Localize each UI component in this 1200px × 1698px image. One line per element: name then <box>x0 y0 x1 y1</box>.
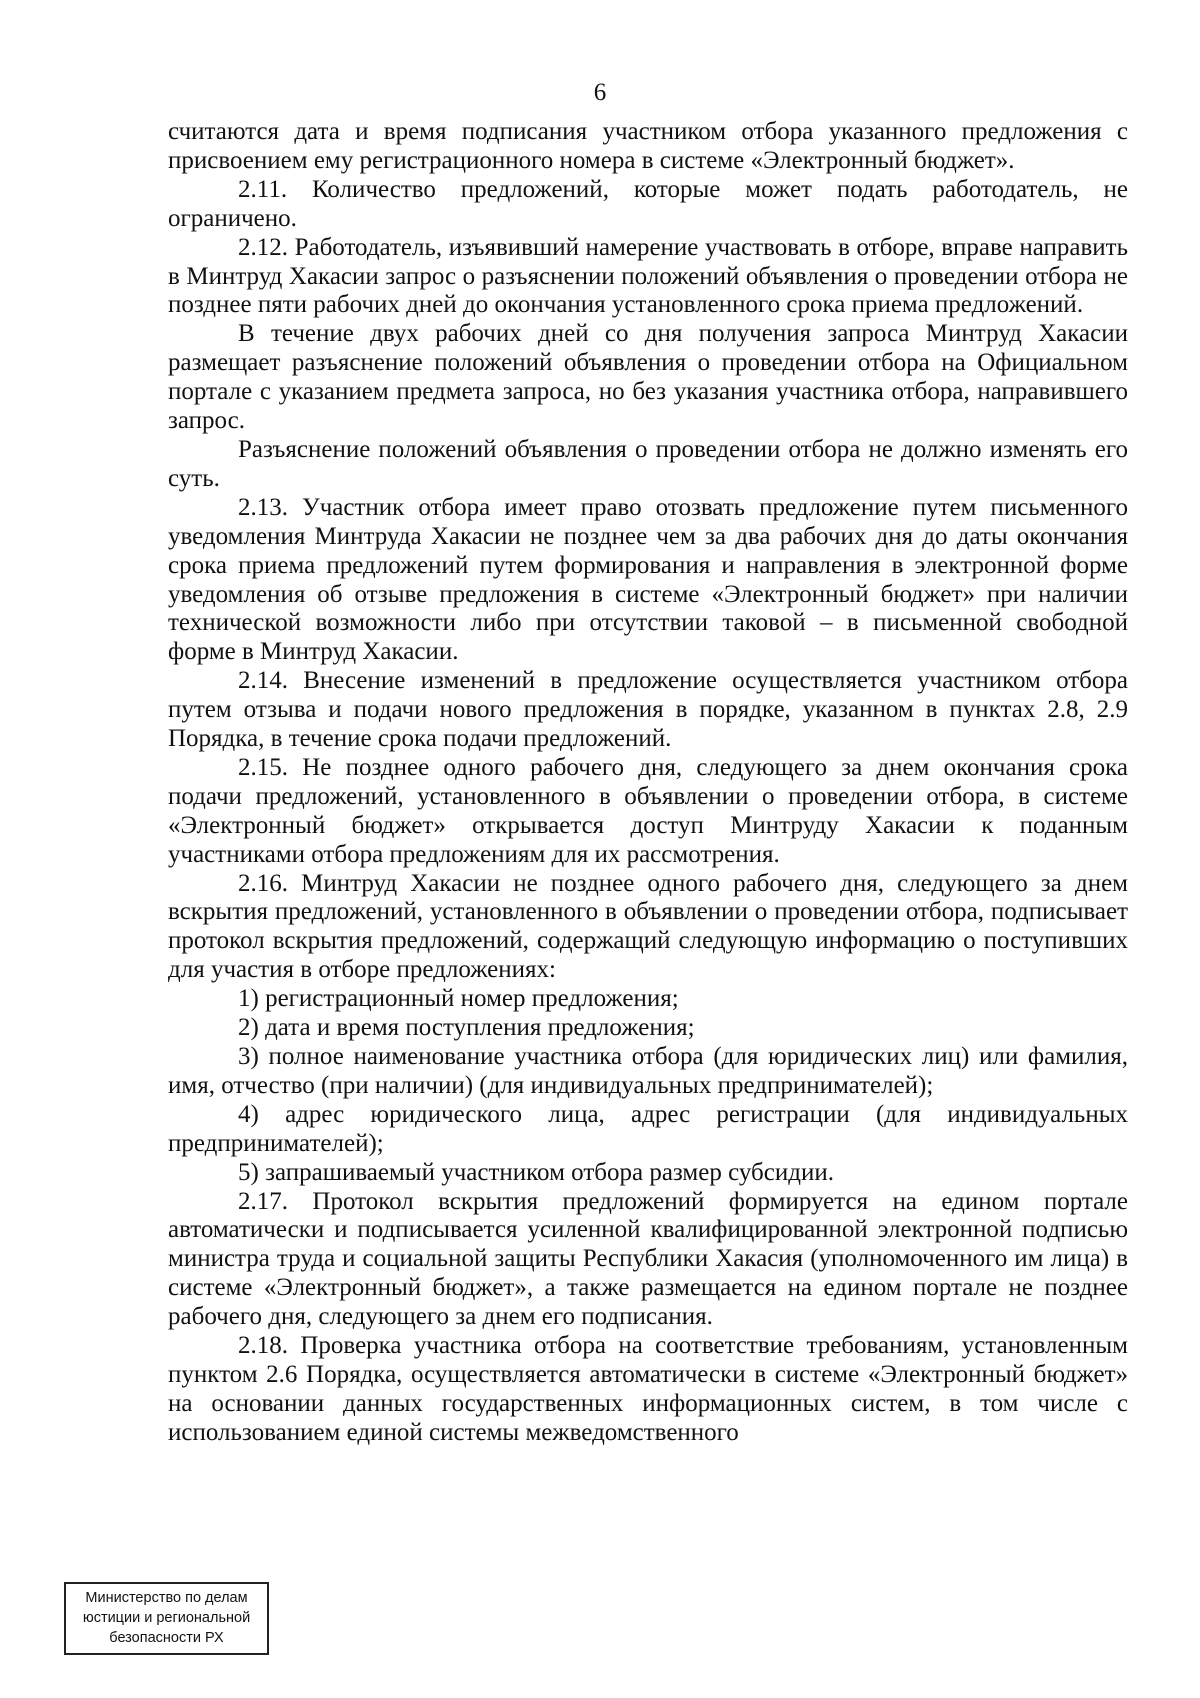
document-body <box>168 118 1128 1448</box>
paragraph-2-13: 2.13. Участник отбора имеет право отозвать предложение путем письменного уведомления Минтруда Хакасии не позднее чем за два рабочих дня до даты окончания срока приема предложений путем формирования и направления в электронной форме уведомления об отзыве предложения в системе «Электронный бюджет» при наличии технической возможности либо при отсутствии таковой – в письменной свободной форме в Минтруд Хакасии. <box>168 493 1128 666</box>
paragraph-2-16: 2.16. Минтруд Хакасии не позднее одного рабочего дня, следующего за днем вскрытия предложений, установленного в объявлении о проведении отбора, подписывает протокол вскрытия предложений, содержащий следующую информацию о поступивших для участия в отборе предложениях: <box>168 869 1128 984</box>
stamp-line-3: безопасности РХ <box>109 1630 224 1646</box>
list-item-3: 3) полное наименование участника отбора (для юридических лиц) или фамилия, имя, отчество (при наличии) (для индивидуальных предпринимателей); <box>168 1043 1128 1099</box>
list-item-1: 1) регистрационный номер предложения; <box>238 985 679 1013</box>
paragraph-2-15: 2.15. Не позднее одного рабочего дня, следующего за днем окончания срока подачи предложений, установленного в объявлении о проведении отбора, в системе «Электронный бюджет» открывается доступ Минтруду Хакасии к поданным участниками отбора предложениям для их рассмотрения. <box>168 753 1128 868</box>
stamp-line-1: Министерство по делам <box>85 1590 248 1606</box>
paragraph-2-12-clarification: В течение двух рабочих дней со дня получения запроса Минтруд Хакасии размещает разъяснение положений объявления о проведении отбора на Официальном портале с указанием предмета запроса, но без указания участника отбора, направившего запрос. <box>168 320 1128 435</box>
list-item-4: 4) адрес юридического лица, адрес регистрации (для индивидуальных предпринимателей); <box>168 1100 1128 1157</box>
paragraph-2-11: 2.11. Количество предложений, которые может подать работодатель, не ограничено. <box>168 175 1128 232</box>
paragraph-continuation: считаются дата и время подписания участником отбора указанного предложения с присвоением ему регистрационного номера в системе «Электронный бюджет». <box>168 118 1128 174</box>
paragraph-2-12: 2.12. Работодатель, изъявивший намерение участвовать в отборе, вправе направить в Минтруд Хакасии запрос о разъяснении положений объявления о проведении отбора не позднее пяти рабочих дней до окончания установленного срока приема предложений. <box>168 233 1128 319</box>
paragraph-2-12-essence: Разъяснение положений объявления о проведении отбора не должно изменять его суть. <box>168 435 1128 492</box>
list-item-2: 2) дата и время поступления предложения; <box>238 1014 695 1042</box>
list-item-5: 5) запрашиваемый участником отбора размер субсидии. <box>238 1158 834 1186</box>
ministry-stamp <box>64 1582 269 1655</box>
page-number: 6 <box>593 79 607 106</box>
paragraph-2-14: 2.14. Внесение изменений в предложение осуществляется участником отбора путем отзыва и подачи нового предложения в порядке, указанном в пунктах 2.8, 2.9 Порядка, в течение срока подачи предложений. <box>168 667 1128 753</box>
stamp-line-2: юстиции и региональной <box>82 1610 251 1626</box>
paragraph-2-18: 2.18. Проверка участника отбора на соответствие требованиям, установленным пунктом 2.6 Порядка, осуществляется автоматически в системе «Электронный бюджет» на основании данных государственных информационных систем, в том числе с использованием единой системы межведомственного <box>168 1332 1128 1446</box>
paragraph-2-17: 2.17. Протокол вскрытия предложений формируется на едином портале автоматически и подписывается усиленной квалифицированной электронной подписью министра труда и социальной защиты Республики Хакасия (уполномоченного им лица) в системе «Электронный бюджет», а также размещается на едином портале не позднее рабочего дня, следующего за днем его подписания. <box>168 1187 1128 1331</box>
